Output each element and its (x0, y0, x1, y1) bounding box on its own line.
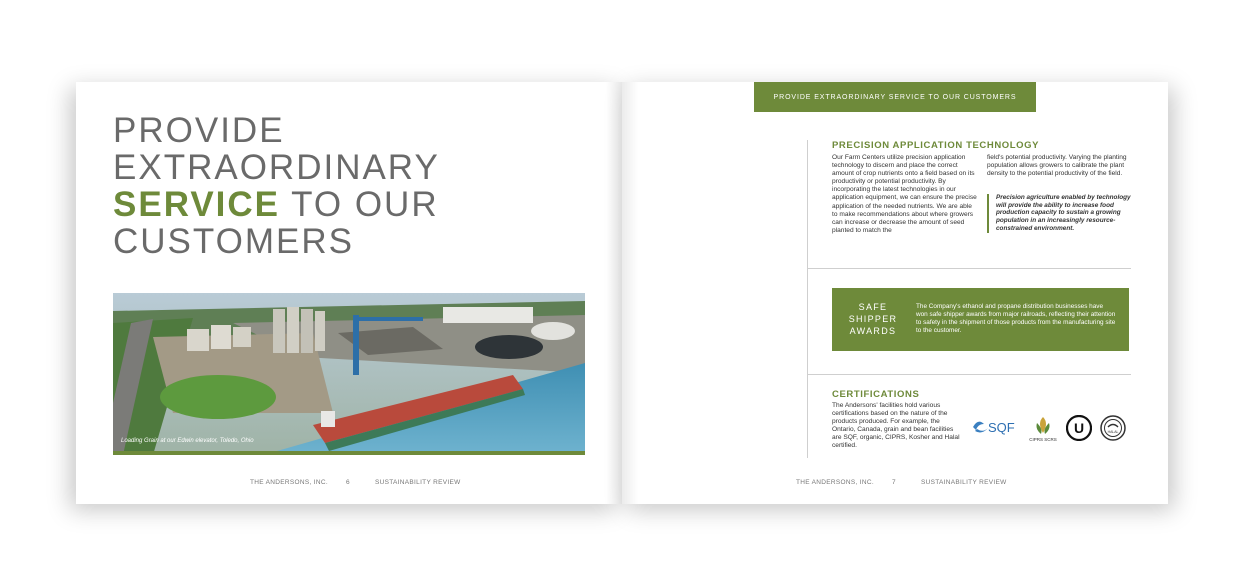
left-footer-title: SUSTAINABILITY REVIEW (375, 479, 461, 486)
sqf-logo-icon (970, 415, 1020, 439)
certifications-text: The Andersons' facilities hold various certifications based on the nature of the products produced. For example, the Ontario, Canada, grain and bean facilities are SQF, organic, CIPRS, Kosher and Halal certified. (832, 402, 960, 450)
headline-line-1: PROVIDE (113, 111, 285, 150)
left-footer-company: THE ANDERSONS, INC. (250, 479, 328, 486)
headline-line-3-rest: TO OUR (280, 185, 439, 224)
right-footer-title: SUSTAINABILITY REVIEW (921, 479, 1007, 486)
photo-caption: Loading Grain at our Edwin elevator, Toledo, Ohio (121, 438, 254, 444)
precision-column-2: field's potential productivity. Varying the planting population allows growers to calibrate the plant density to the potential productivity of the field. (987, 154, 1127, 178)
section-banner: PROVIDE EXTRAORDINARY SERVICE TO OUR CUSTOMERS (754, 82, 1036, 112)
headline-line-2: EXTRAORDINARY (113, 148, 440, 187)
photo-accent-band (113, 451, 585, 455)
precision-pull-quote: Precision agriculture enabled by technology will provide the ability to increase food production capacity to sustain a growing population in an increasingly resource-constrained environment. (987, 194, 1138, 233)
ciprs-logo-icon (1029, 415, 1057, 443)
spread-gutter (606, 82, 638, 504)
section-divider-2 (808, 374, 1131, 375)
precision-section (832, 140, 1132, 153)
halal-logo-text: HALAL (1107, 430, 1119, 434)
precision-heading: PRECISION APPLICATION TECHNOLOGY (832, 140, 1040, 151)
safe-shipper-text: The Company's ethanol and propane distribution businesses have won safe shipper awards from major railroads, reflecting their attention to safety in the shipment of those products from the manufacturing site to the customer. (916, 303, 1116, 334)
kosher-logo-text: U (1073, 420, 1085, 436)
safe-shipper-callout (832, 288, 1129, 351)
ciprs-logo-text: CIPRS SCRS (1029, 437, 1057, 442)
precision-column-1: Our Farm Centers utilize precision application technology to discern and place the correct amount of crop nutrients onto a field based on its productivity or potential productivity. By incorporating the latest technologies in our application equipment, we can ensure the precise application of the needed nutrients. We are able to make recommendations about where growers can increase or decrease the amount of seed planted to match the (832, 154, 977, 234)
kosher-logo-icon (1066, 415, 1092, 441)
headline-line-4: CUSTOMERS (113, 222, 354, 261)
page-headline (113, 112, 440, 260)
left-page (76, 82, 622, 504)
certifications-heading: CERTIFICATIONS (832, 389, 920, 400)
right-page (622, 82, 1168, 504)
column-divider (807, 140, 808, 458)
right-footer-page-number: 7 (892, 479, 896, 486)
right-footer-company: THE ANDERSONS, INC. (796, 479, 874, 486)
safe-shipper-title: SAFE SHIPPER AWARDS (848, 302, 898, 336)
headline-emphasis: SERVICE (113, 185, 281, 224)
sqf-logo-text: SQF (988, 420, 1015, 435)
left-footer-page-number: 6 (346, 479, 350, 486)
section-divider-1 (808, 268, 1131, 269)
certifications-section (832, 389, 962, 457)
halal-logo-icon (1100, 415, 1126, 441)
grain-elevator-photo (113, 293, 585, 455)
headline-line-3 (113, 186, 440, 223)
